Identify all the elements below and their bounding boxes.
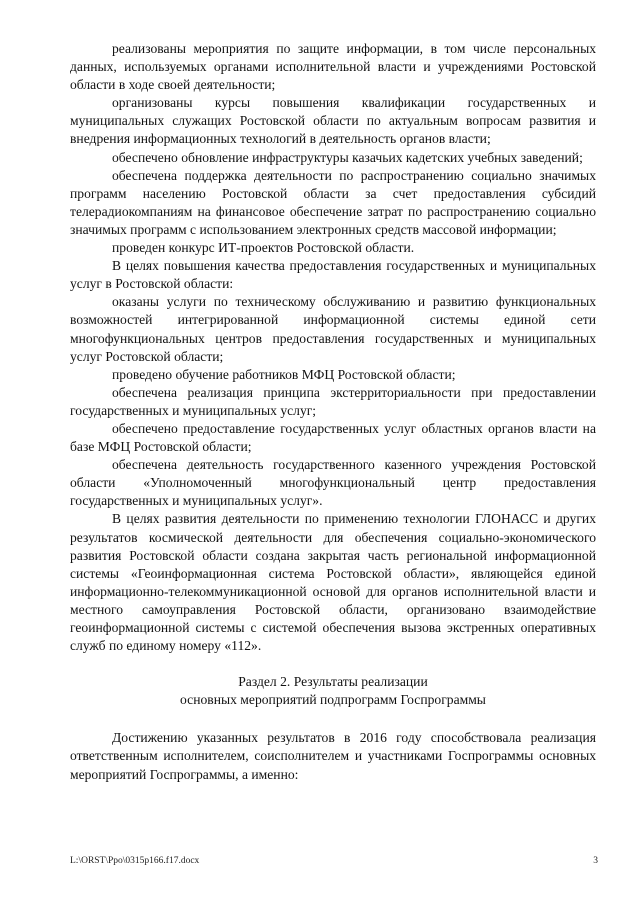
paragraph-glonass: В целях развития деятельности по применению технологии ГЛОНАСС и других результатов космической деятельности для обеспечения социально-экономического развития Ростовской области создана закрытая часть региональной информационной системы «Геоинформационная система Ростовской области», являющейся единой информационно-телекоммуникационной основой для органов исполнительной власти и местного самоуправления Ростовской области, организовано взаимодействие геоинформационной системы с системой обеспечения вызова экстренных оперативных служб по единому номеру «112». — [70, 511, 596, 654]
paragraph-mfc-institution: обеспечена деятельность государственного казенного учреждения Ростовской области «Уполномоченный многофункциональный центр предоставления государственных и муниципальных услуг». — [70, 457, 596, 509]
body-text-part2 — [70, 729, 596, 783]
section-heading-block — [70, 673, 596, 709]
paragraph-training-courses: организованы курсы повышения квалификации государственных и муниципальных служащих Ростовской области по актуальным вопросам развития и внедрения информационных технологий в деятельность органов власти; — [70, 95, 596, 147]
section-heading-line-2: основных мероприятий подпрограмм Госпрограммы — [180, 692, 486, 708]
paragraph-cadet-infrastructure: обеспечено обновление инфраструктуры казачьих кадетских учебных заведений; — [112, 149, 583, 165]
paragraph-information-protection: реализованы мероприятия по защите информации, в том числе персональных данных, используемых органами исполнительной власти и учреждениями Ростовской области в ходе своей деятельности; — [70, 41, 596, 93]
paragraph-mfc-system: оказаны услуги по техническому обслуживанию и развитию функциональных возможностей интегрированной информационной системы единой сети многофункциональных центров предоставления государственных и муниципальных услуг Ростовской области; — [70, 294, 596, 364]
paragraph-exterritoriality: обеспечена реализация принципа экстерриториальности при предоставлении государственных и муниципальных услуг; — [70, 384, 596, 418]
paragraph-social-programs: обеспечена поддержка деятельности по распространению социально значимых программ населению Ростовской области за счет предоставления субсидий телерадиокомпаниям на финансовое обеспечение затрат по распространению социально значимых программ с использованием электронных средств массовой информации; — [70, 167, 596, 237]
document-page — [70, 40, 596, 784]
paragraph-achievement: Достижению указанных результатов в 2016 году способствовала реализация ответственным исполнителем, соисполнителем и участниками Госпрограммы основных мероприятий Госпрограммы, а именно: — [70, 730, 596, 782]
paragraph-it-contest: проведен конкурс ИТ-проектов Ростовской области. — [112, 240, 415, 256]
paragraph-services-quality: В целях повышения качества предоставления государственных и муниципальных услуг в Ростовской области: — [70, 258, 596, 292]
footer-file-path: L:\ORST\Ppo\0315p166.f17.docx — [70, 856, 200, 866]
paragraph-regional-services: обеспечено предоставление государственных услуг областных органов власти на базе МФЦ Ростовской области; — [70, 420, 596, 455]
body-text-part1 — [70, 40, 596, 655]
footer-page-number: 3 — [593, 856, 598, 866]
section-heading-line-1: Раздел 2. Результаты реализации — [238, 674, 428, 690]
paragraph-mfc-training: проведено обучение работников МФЦ Ростовской области; — [112, 366, 456, 382]
